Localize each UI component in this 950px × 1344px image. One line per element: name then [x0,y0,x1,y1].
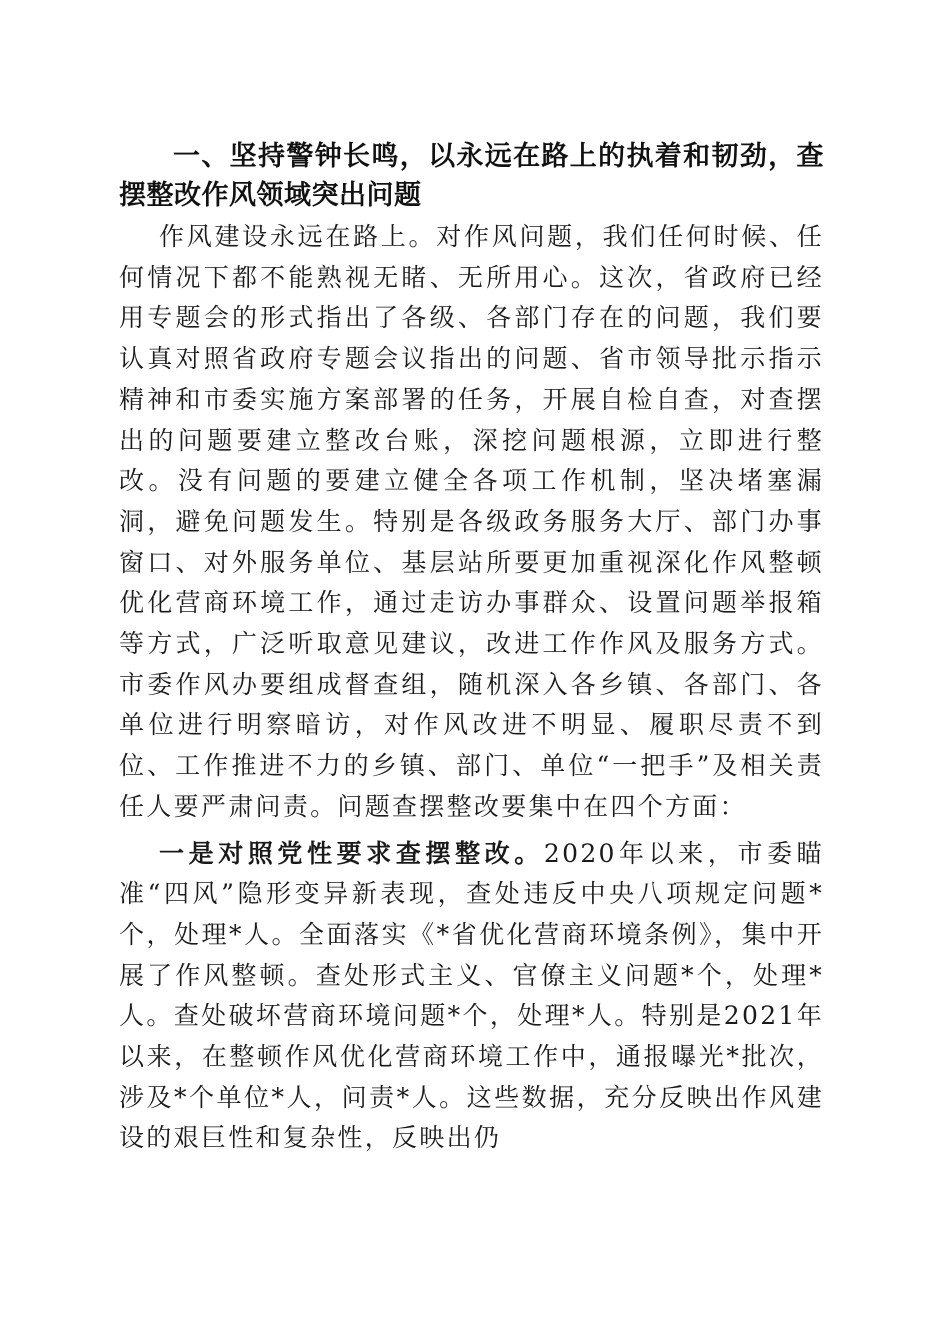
body-paragraph: 作风建设永远在路上。对作风问题，我们任何时候、任何情况下都不能熟视无睹、无所用心。这次，省政府已经用专题会的形式指出了各级、各部门存在的问题，我们要认真对照省政府专题会议指出的问题、省市领导批示指示精神和市委实施方案部署的任务，开展自检自查，对查摆出的问题要建立整改台账，深挖问题根源，立即进行整改。没有问题的要建立健全各项工作机制，坚决堵塞漏洞，避免问题发生。特别是各级政务服务大厅、部门办事窗口、对外服务单位、基层站所要更加重视深化作风整顿优化营商环境工作，通过走访办事群众、设置问题举报箱等方式，广泛听取意见建议，改进工作作风及服务方式。市委作风办要组成督查组，随机深入各乡镇、各部门、各单位进行明察暗访，对作风改进不明显、履职尽责不到位、工作推进不力的乡镇、部门、单位“一把手”及相关责任人要严肃问责。问题查摆整改要集中在四个方面： [119,222,824,821]
document-page [119,137,824,1159]
section-heading: 一、坚持警钟长鸣，以永远在路上的执着和韧劲，查摆整改作风领域突出问题 [119,141,824,211]
paragraph-body-text: 2020年以来，市委瞄准“四风”隐形变异新表现，查处违反中央八项规定问题*个，处理*人。全面落实《*省优化营商环境条例》，集中开展了作风整顿。查处形式主义、官僚主义问题*个，处理*人。查处破坏营商环境问题*个，处理*人。特别是2021年以来，在整顿作风优化营商环境工作中，通报曝光*批次，涉及*个单位*人，问责*人。这些数据，充分反映出作风建设的艰巨性和复杂性，反映出仍 [119,838,824,1153]
paragraph-lead-phrase: 一是对照党性要求查摆整改。 [159,838,544,868]
body-paragraph-findings [119,834,824,1160]
